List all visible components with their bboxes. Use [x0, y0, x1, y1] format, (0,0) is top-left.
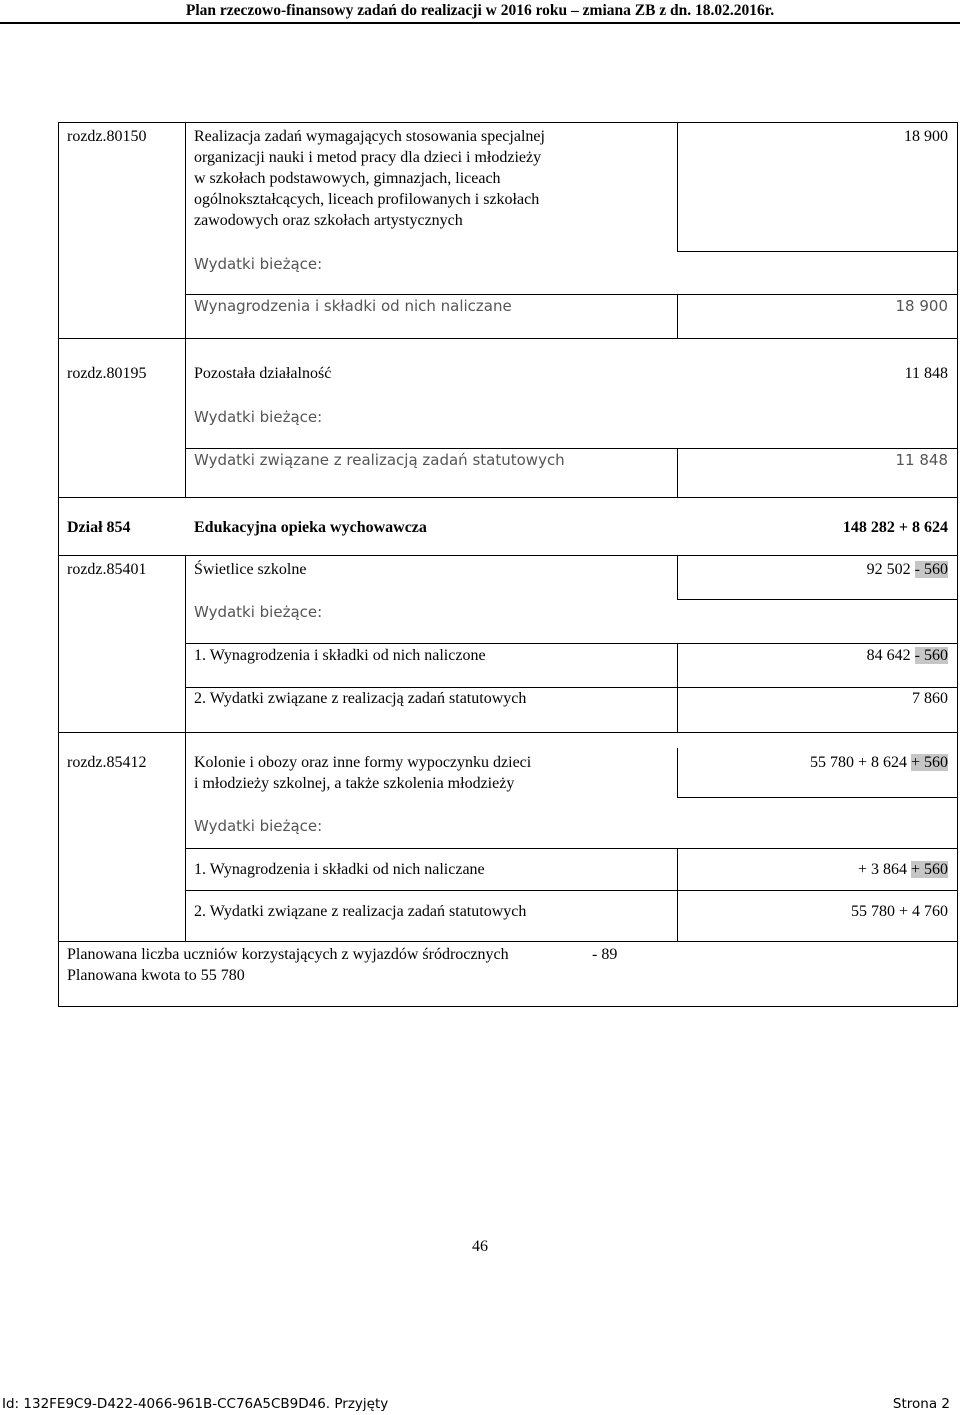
page-number: 46: [472, 1238, 488, 1255]
row-line: [185, 643, 958, 644]
row-line: [185, 294, 958, 295]
row-line: [185, 890, 958, 891]
section-code: rozdz.85401: [67, 561, 147, 578]
row-line: [677, 797, 958, 798]
desc-line: organizacji nauki i metod pracy dla dzieci i młodzieży: [194, 149, 542, 166]
footer-page: Strona 2: [892, 1396, 950, 1412]
sub-item-label: Wynagrodzenia i składki od nich naliczane: [194, 297, 512, 315]
section-code: rozdz.80195: [67, 365, 147, 382]
note-line-1: Planowana liczba uczniów korzystających z wyjazdów śródrocznych: [67, 946, 509, 963]
footer-id: Id: 132FE9C9-D422-4066-961B-CC76A5CB9D46. Przyjęty: [2, 1396, 389, 1412]
sub-item-label: 1. Wynagrodzenia i składki od nich naliczane: [194, 861, 485, 878]
current-expenses-label: Wydatki bieżące:: [194, 817, 323, 835]
col-divider-amount-7: [677, 848, 678, 941]
amount-change-highlight: + 560: [910, 754, 948, 771]
current-expenses-label: Wydatki bieżące:: [194, 408, 323, 426]
row-line: [185, 848, 958, 849]
section-amount: [810, 752, 948, 773]
section-description: [194, 126, 545, 231]
col-divider-amount-3: [677, 448, 678, 498]
section-code: rozdz.80150: [67, 128, 147, 145]
row-line: [58, 555, 958, 556]
sub-item-label: Wydatki związane z realizacją zadań statutowych: [194, 451, 565, 469]
current-expenses-label: Wydatki bieżące:: [194, 603, 323, 621]
col-divider-amount-2: [677, 294, 678, 339]
row-line: [58, 338, 958, 339]
sub-item-amount: 55 780 + 4 760: [850, 903, 948, 920]
sub-item-amount: 7 860: [912, 690, 948, 707]
amount-change-highlight: - 560: [914, 647, 948, 664]
page-header-title: Plan rzeczowo-finansowy zadań do realizacji w 2016 roku – zmiana ZB z dn. 18.02.2016r.: [185, 2, 775, 19]
section-description: Pozostała działalność: [194, 365, 332, 382]
sub-item-amount: 18 900: [895, 297, 948, 315]
row-line: [677, 599, 958, 600]
row-line: [58, 497, 958, 498]
sub-item-amount: [867, 645, 948, 666]
col-divider-amount-6: [677, 748, 678, 798]
note-line-2: Planowana kwota to 55 780: [67, 967, 245, 984]
section-amount: 18 900: [904, 128, 948, 145]
section-description: Świetlice szkolne: [194, 561, 307, 578]
sub-item-amount: 11 848: [895, 451, 948, 469]
sub-item-label: 1. Wynagrodzenia i składki od nich naliczone: [194, 647, 486, 664]
row-line: [58, 732, 958, 733]
amount-base: + 3 864: [857, 861, 911, 878]
desc-line: Realizacja zadań wymagających stosowania specjalnej: [194, 128, 545, 145]
col-divider-amount-5: [677, 643, 678, 733]
desc-line: w szkołach podstawowych, gimnazjach, liceach: [194, 170, 501, 187]
amount-change-highlight: - 560: [914, 561, 948, 578]
col-divider-code: [185, 122, 186, 498]
section-amount: 11 848: [904, 365, 948, 382]
budget-table: [58, 122, 958, 942]
col-divider-amount-4: [677, 555, 678, 600]
sub-item-amount: [858, 859, 948, 880]
division-description: Edukacyjna opieka wychowawcza: [194, 519, 427, 536]
col-divider-amount-1: [677, 122, 678, 252]
sub-item-label: 2. Wydatki związane z realizacją zadań statutowych: [194, 690, 527, 707]
desc-line: i młodzieży szkolnej, a także szkolenia młodzieży: [194, 775, 515, 792]
amount-base: 84 642: [866, 647, 915, 664]
header-rule: [0, 22, 960, 24]
amount-base: 55 780 + 8 624: [809, 754, 911, 771]
row-line: [185, 448, 958, 449]
desc-line: ogólnokształcących, liceach profilowanych i szkołach: [194, 191, 540, 208]
section-code: rozdz.85412: [67, 754, 147, 771]
current-expenses-label: Wydatki bieżące:: [194, 255, 323, 273]
division-amount: 148 282 + 8 624: [842, 519, 948, 536]
section-description: [194, 752, 531, 794]
sub-item-label: 2. Wydatki związane z realizacja zadań statutowych: [194, 903, 527, 920]
note-line-1-value: - 89: [592, 946, 618, 963]
col-divider-code-85: [185, 555, 186, 941]
division-code: Dział 854: [67, 519, 131, 536]
desc-line: Kolonie i obozy oraz inne formy wypoczynku dzieci: [194, 754, 532, 771]
section-amount: [867, 559, 948, 580]
row-line: [677, 251, 958, 252]
amount-change-highlight: + 560: [910, 861, 948, 878]
desc-line: zawodowych oraz szkołach artystycznych: [194, 212, 463, 229]
amount-base: 92 502: [866, 561, 915, 578]
